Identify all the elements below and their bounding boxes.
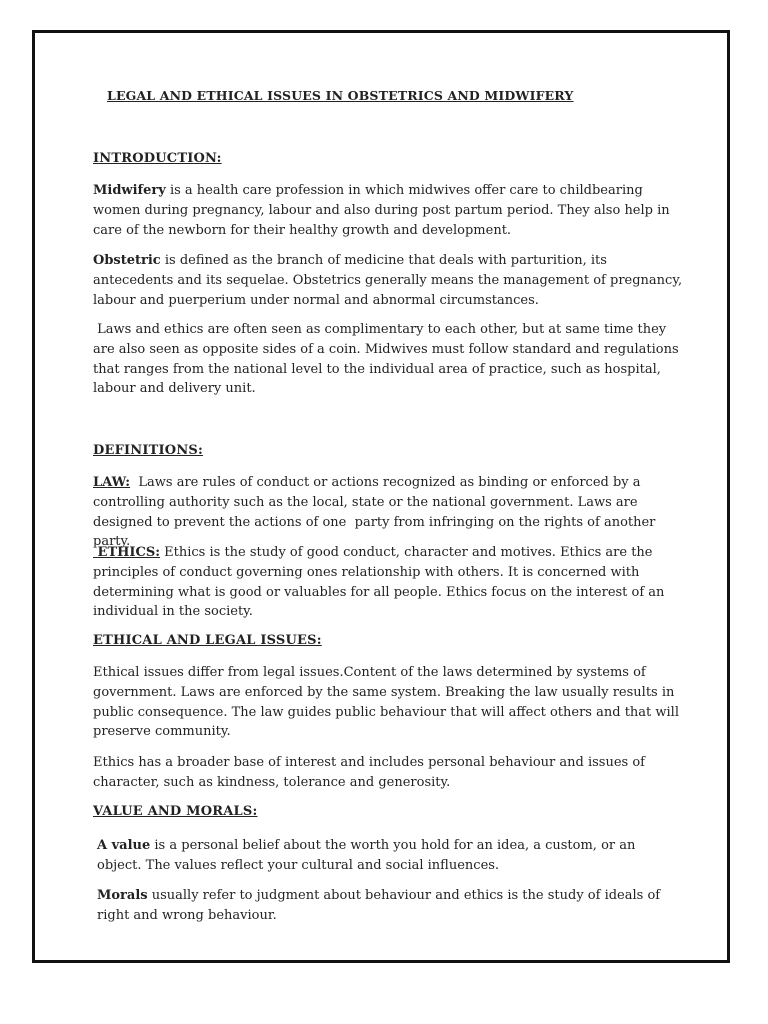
value-text: is a personal belief about the worth you hold for an idea, a custom, or an object. The values reflect your cultural and social influences. <box>97 838 636 873</box>
obstetric-term: Obstetric <box>93 253 161 268</box>
value-morals-heading: VALUE AND MORALS: <box>93 804 258 819</box>
obstetric-text: is defined as the branch of medicine that deals with parturition, its antecedents and its sequelae. Obstetrics generally means the management of pregnancy, labour and puerperium under normal and abnormal circumstances. <box>93 253 683 308</box>
laws-ethics-paragraph: Laws and ethics are often seen as complimentary to each other, but at same time they are also seen as opposite sides of a coin. Midwives must follow standard and regulations that ranges from the national level to the individual area of practice, such as hospital, labour and delivery unit. <box>93 322 683 397</box>
ethical-legal-heading: ETHICAL AND LEGAL ISSUES: <box>93 633 322 648</box>
morals-text: usually refer to judgment about behaviour and ethics is the study of ideals of right and wrong behaviour. <box>97 888 661 923</box>
ethical-legal-paragraph-2: Ethics has a broader base of interest and includes personal behaviour and issues of character, such as kindness, tolerance and generosity. <box>93 755 645 790</box>
midwifery-text: is a health care profession in which midwives offer care to childbearing women during pregnancy, labour and also during post partum period. They also help in care of the newborn for their healthy growth and development. <box>93 183 670 238</box>
midwifery-term: Midwifery <box>93 183 166 198</box>
introduction-heading: INTRODUCTION: <box>93 151 222 166</box>
document-title: LEGAL AND ETHICAL ISSUES IN OBSTETRICS AND MIDWIFERY <box>107 88 574 103</box>
value-paragraph <box>93 836 683 876</box>
value-term: A value <box>97 838 151 853</box>
definitions-heading: DEFINITIONS: <box>93 443 204 458</box>
law-term: LAW: <box>93 475 131 490</box>
morals-paragraph <box>93 886 683 926</box>
ethical-legal-paragraph-1: Ethical issues differ from legal issues.Content of the laws determined by systems of government. Laws are enforced by the same system. Breaking the law usually results in public consequence. The law guides public behaviour that will affect others and that will preserve community. <box>93 665 679 740</box>
morals-term: Morals <box>97 888 148 903</box>
midwifery-paragraph <box>93 181 683 240</box>
ethics-term: ETHICS: <box>93 545 161 560</box>
law-paragraph <box>93 473 683 552</box>
obstetric-paragraph <box>93 251 683 310</box>
ethics-text: Ethics is the study of good conduct, character and motives. Ethics are the principles of conduct governing ones relationship with others. It is concerned with determining what is good or valuables for all people. Ethics focus on the interest of an individual in the society. <box>93 545 669 620</box>
ethics-paragraph <box>93 543 683 622</box>
law-text: Laws are rules of conduct or actions recognized as binding or enforced by a controlling authority such as the local, state or the national government. Laws are designed to prevent the actions of one party from infringing on the rights of another party. <box>93 475 660 550</box>
